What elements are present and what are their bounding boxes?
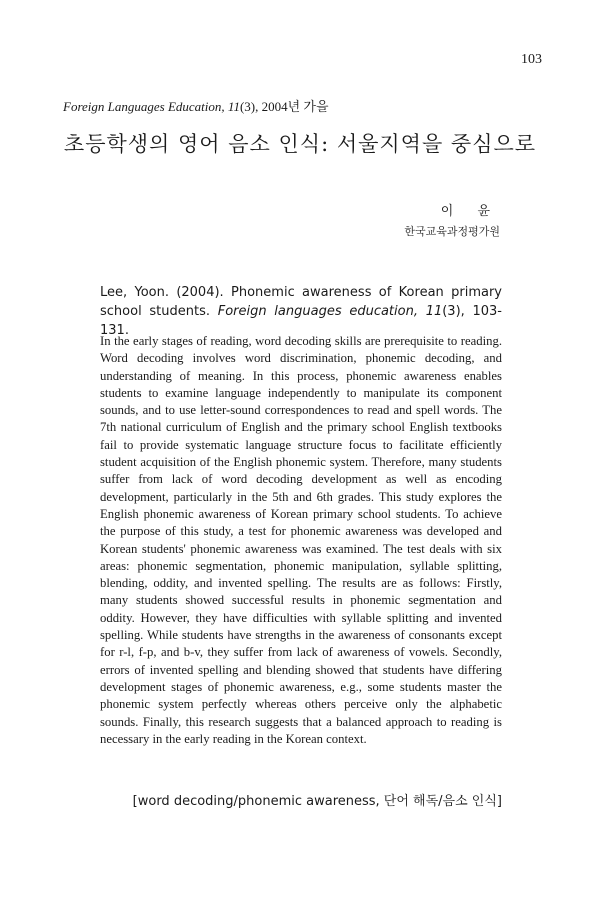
citation-journal: Foreign languages education, bbox=[217, 304, 426, 319]
journal-issue-year: (3), 2004년 가을 bbox=[239, 99, 329, 114]
citation-pages: (3), 103-131. bbox=[100, 304, 503, 338]
journal-header bbox=[63, 96, 329, 115]
author-name: 이 윤 bbox=[440, 204, 500, 219]
citation-authors-title: Lee, Yoon. (2004). Phonemic awareness of Korean primary school students. bbox=[100, 285, 502, 319]
page-number: 103 bbox=[521, 52, 542, 67]
journal-name: Foreign Languages Education, bbox=[63, 99, 228, 114]
keywords: [word decoding/phonemic awareness, 단어 해독/음소 인식] bbox=[132, 794, 502, 809]
citation bbox=[100, 283, 502, 340]
paper-title: 초등학생의 영어 음소 인식: 서울지역을 중심으로 bbox=[63, 132, 537, 156]
abstract-text: In the early stages of reading, word decoding skills are prerequisite to reading. Word decoding involves word discrimination, phonemic decoding, and understanding of meaning. In this process, phonemic awareness enables students to examine language independently to manipulate its component sounds, and to use letter-sound correspondences to read and spell words. The 7th national curriculum of English and the primary school English textbooks fail to provide systematic language structure focus to facilitate efficiently student acquisition of the English phonemic system. Therefore, many students suffer from lack of word decoding development as well as encoding development, particularly in the 5th and 6th grades. This study explores the English phonemic awareness of Korean primary school students. To achieve the purpose of this study, a test for phonemic awareness was developed and Korean students' phonemic awareness was examined. The test deals with six areas: phonemic segmentation, phonemic manipulation, syllable splitting, blending, oddity, and invented spelling. The results are as follows: Firstly, many students showed successful results in phonemic segmentation and oddity. However, they have difficulties with syllable splitting and invented spelling. While students have strengths in the awareness of consonants except for r-l, f-p, and b-v, they suffer from lack of awareness of vowels. Secondly, errors of invented spelling and blending showed that students have differing development stages of phonemic awareness, e.g., some students master the phonemic system perfectly whereas others perceive only the alphabetic sounds. Finally, this research suggests that a balanced approach to reading is necessary in the early reading in the Korean context. bbox=[100, 334, 502, 746]
journal-volume: 11 bbox=[227, 99, 240, 114]
author-affiliation: 한국교육과정평가원 bbox=[404, 225, 500, 238]
citation-volume: 11 bbox=[425, 304, 443, 319]
